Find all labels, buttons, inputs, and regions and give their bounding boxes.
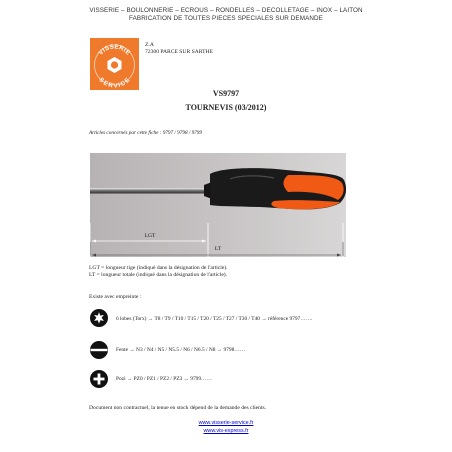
concerned-articles: Articles concernés par cette fiche : 9797 / 9798 / 9799 xyxy=(89,130,202,136)
header-fabrication-line: FABRICATION DE TOUTES PIECES SPECIALES SUR DEMANDE xyxy=(129,15,323,22)
address-line-2: 72300 PARCE SUR SARTHE xyxy=(145,49,213,55)
screwdriver-shaft xyxy=(90,188,208,194)
pozi-icon xyxy=(90,370,108,388)
lt-dimension xyxy=(90,242,346,260)
header-trades-line: VISSERIE – BOULONNERIE – ECROUS – RONDELLES – DECOLLETAGE – INOX – LAITON xyxy=(89,7,363,14)
tips-heading: Existe avec empreinte : xyxy=(89,294,142,300)
logo-text-bottom: SERVICE xyxy=(97,76,132,90)
lgt-label: LGT xyxy=(144,233,156,239)
address-line-1: Z.A xyxy=(145,42,154,48)
lt-label: LT xyxy=(214,246,222,252)
legend-lt: LT = longueur totale (indiqué dans la désignation de l'article). xyxy=(89,272,228,278)
tip-flat-text: Fente → N3 / N4 / N5 / N5.5 / N6 / N6.5 / N8 → 9798…… xyxy=(116,347,246,353)
visserie-service-logo xyxy=(90,38,139,90)
torx-icon xyxy=(90,309,108,327)
tip-pozi-text: Pozi → PZ0 / PZ1 / PZ2 / PZ3 → 9799…… xyxy=(116,376,212,382)
disclaimer: Document non contractuel, la tenue en stock dépend de la demande des clients. xyxy=(89,405,267,411)
footer-link-visserie-service[interactable]: www.visserie-service.fr xyxy=(198,420,254,426)
tip-torx-text: 6 lobes (Torx) → T8 / T9 / T10 / T15 / T20 / T25 / T27 / T30 / T40 → référence 9797……. xyxy=(116,316,313,322)
reference-title: VS9797 xyxy=(212,89,240,98)
legend-lgt: LGT = longueur tige (indiqué dans la désignation de l'article). xyxy=(89,265,228,271)
logo-text-top: VISSERIE xyxy=(97,43,132,57)
footer-link-vis-express[interactable]: www.vis-express.fr xyxy=(203,428,249,434)
flat-slot-icon xyxy=(90,341,108,359)
product-title: TOURNEVIS (03/2012) xyxy=(185,103,267,112)
